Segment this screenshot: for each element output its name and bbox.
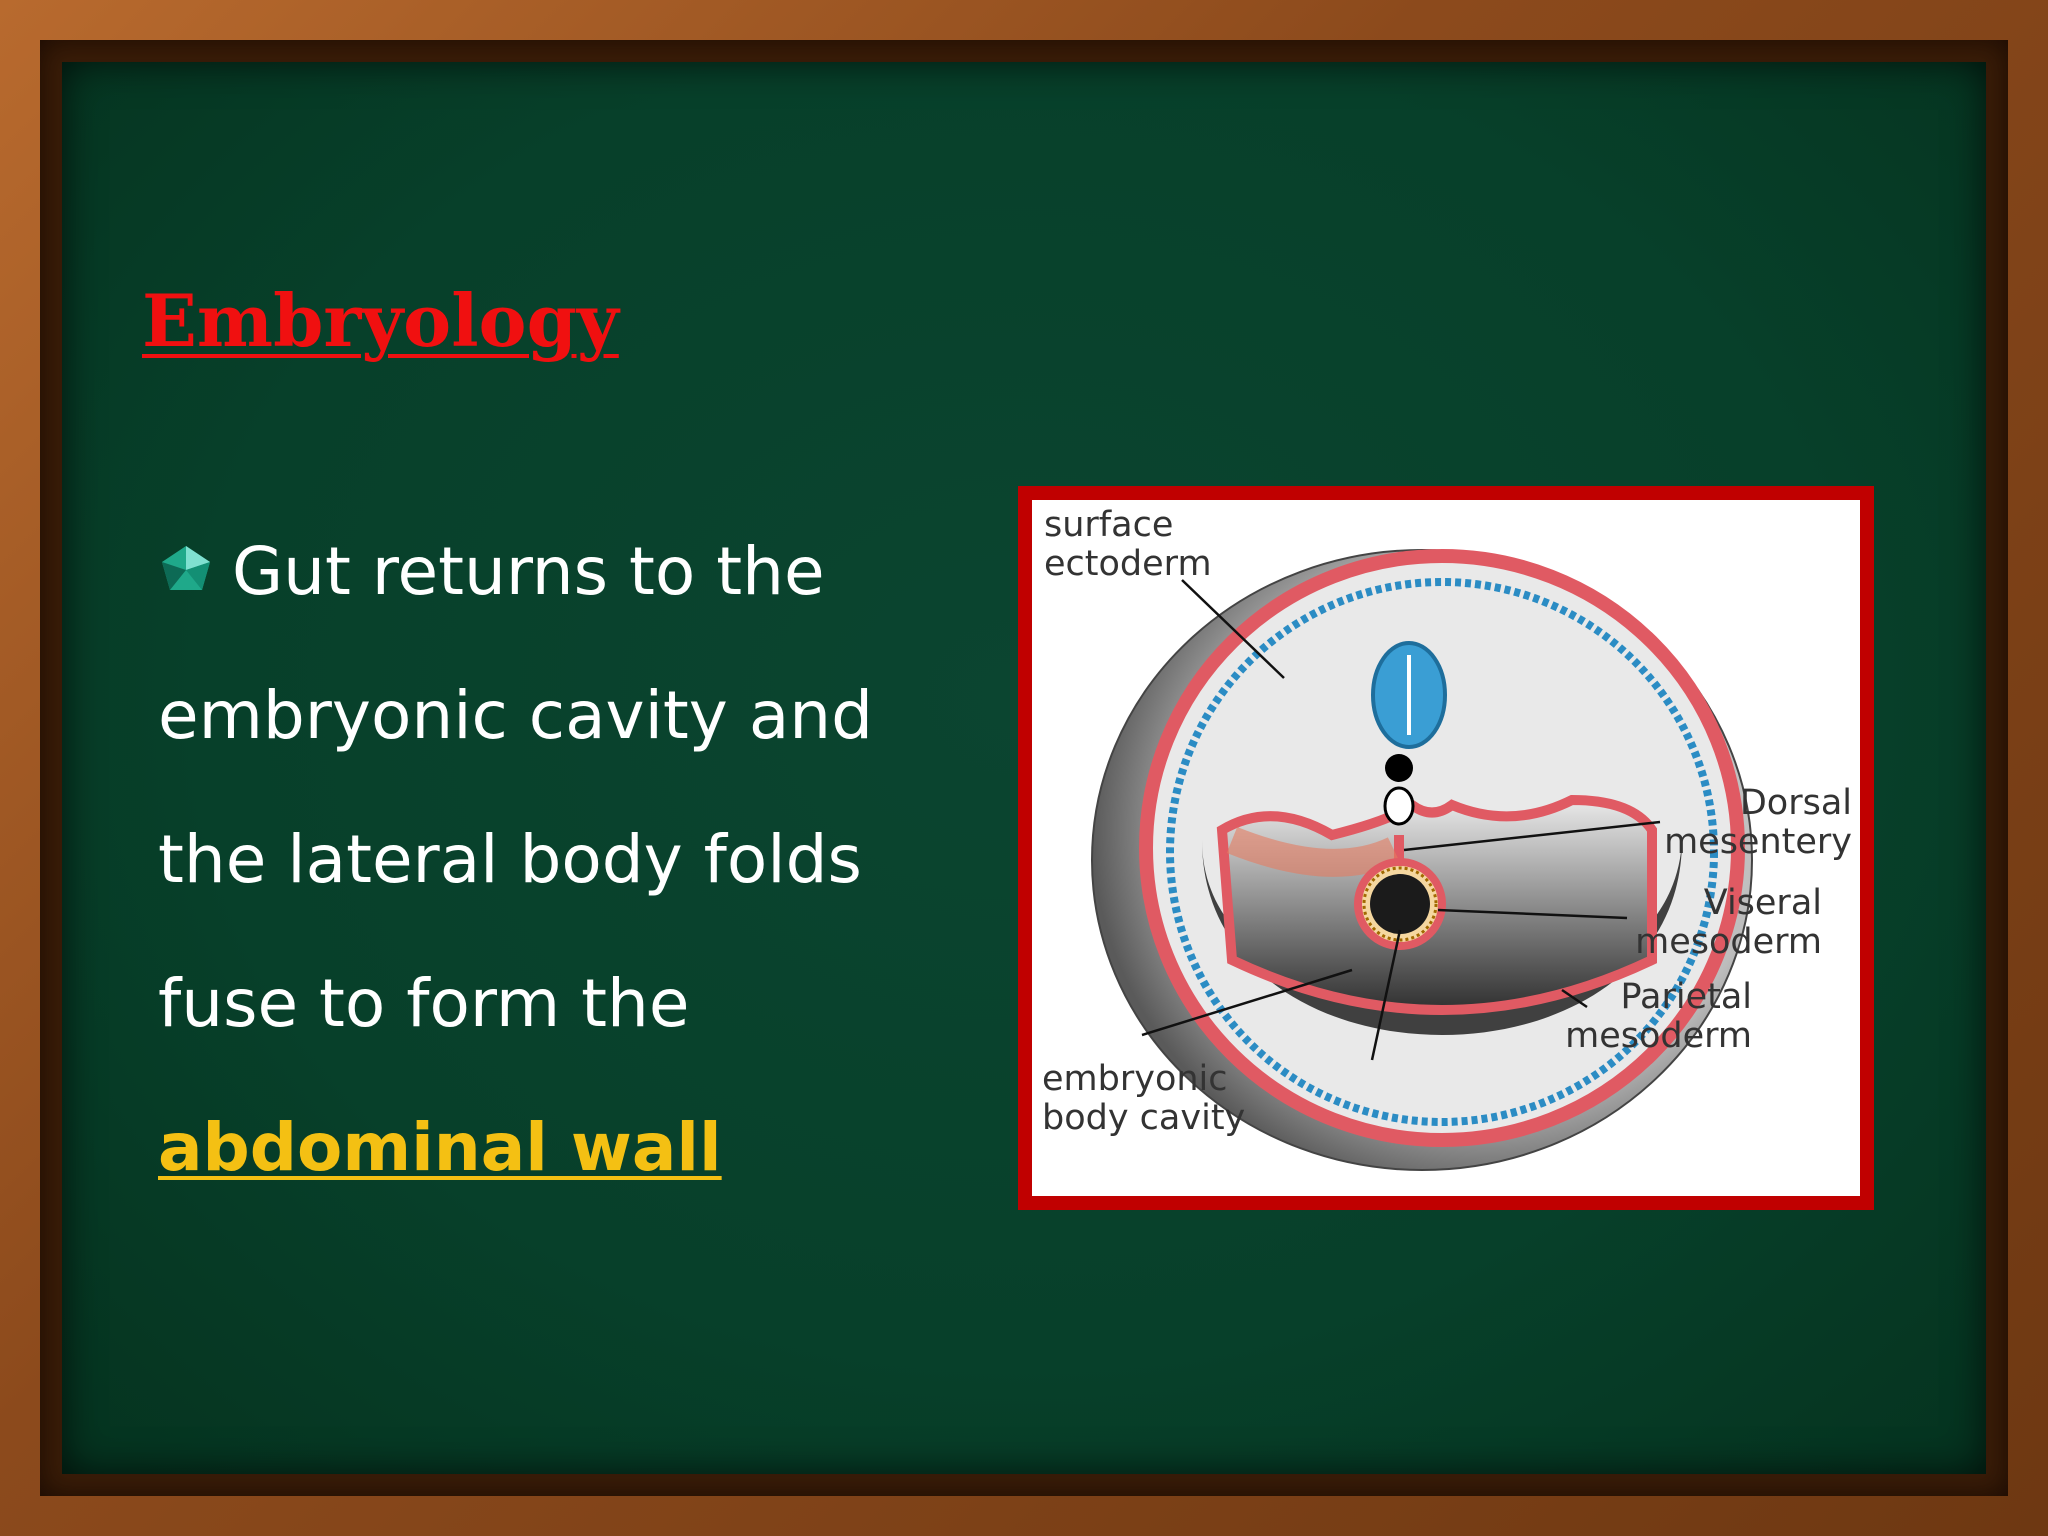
gem-bullet-icon	[158, 542, 214, 598]
dorsal-mesentery-label: Dorsal mesentery	[1664, 783, 1852, 863]
surface-ectoderm-label: surface ectoderm	[1044, 505, 1212, 585]
parietal-mesoderm-label: Parietal mesoderm	[1565, 977, 1752, 1057]
visceral-mesoderm-label: Viseral mesoderm	[1635, 883, 1822, 963]
bullet-line-1: Gut returns to the	[232, 533, 825, 610]
embryo-cross-section-diagram	[1032, 500, 1860, 1196]
bullet-line-4: fuse to form the	[158, 965, 690, 1042]
embryonic-body-cavity-label: embryonic body cavity	[1042, 1059, 1246, 1139]
bullet-paragraph	[158, 500, 978, 1220]
diagram-frame	[1018, 486, 1874, 1210]
bullet-line-3: the lateral body folds	[158, 821, 862, 898]
abdominal-wall-link[interactable]: abdominal wall	[158, 1109, 722, 1186]
bullet-line-2: embryonic cavity and	[158, 677, 874, 754]
slide-title: Embryology	[142, 278, 619, 363]
